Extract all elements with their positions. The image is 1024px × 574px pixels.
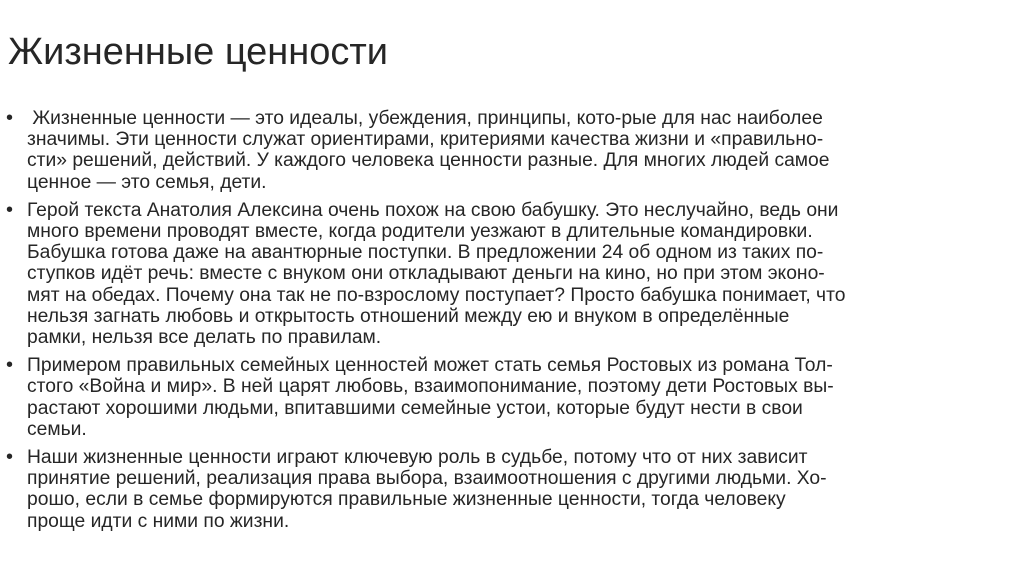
bullet-item-3 bbox=[0, 355, 1010, 440]
slide-title: Жизненные ценности bbox=[8, 31, 389, 73]
text-line: Жизненные ценности — это идеалы, убеждения, принципы, кото-рые для нас наиболее bbox=[27, 108, 823, 129]
bullet-text-2 bbox=[27, 200, 1010, 348]
text-line: значимы. Эти ценности служат ориентирами, критериями качества жизни и «правильно- bbox=[27, 129, 824, 151]
text-line: сти» решений, действий. У каждого человека ценности разные. Для многих людей самое bbox=[27, 150, 830, 172]
text-line: нельзя загнать любовь и открытость отношений между ею и внуком в определённые bbox=[27, 305, 790, 327]
text-line: семьи. bbox=[27, 418, 87, 440]
text-line: проще идти с ними по жизни. bbox=[27, 510, 290, 532]
bullet-text-4 bbox=[27, 447, 1010, 532]
text-line: принятие решений, реализация права выбора, взаимоотношения с другими людьми. Хо- bbox=[27, 468, 827, 490]
bullet-item-2 bbox=[0, 200, 1010, 348]
bullet-text-1 bbox=[27, 108, 1010, 193]
text-line: Бабушка готова даже на авантюрные поступки. В предложении 24 об одном из таких по- bbox=[27, 242, 824, 264]
bullet-text-3 bbox=[27, 355, 1010, 440]
text-line: мят на обедах. Почему она так не по-взрослому поступает? Просто бабушка понимает, что bbox=[27, 284, 846, 306]
text-line: Примером правильных семейных ценностей может стать семья Ростовых из романа Тол- bbox=[27, 355, 833, 377]
text-line: ступков идёт речь: вместе с внуком они откладывают деньги на кино, но при этом эконо- bbox=[27, 263, 825, 285]
text-line: ценное — это семья, дети. bbox=[27, 171, 267, 193]
bullet-list bbox=[0, 108, 1010, 539]
text-line: рошо, если в семье формируются правильные жизненные ценности, тогда человеку bbox=[27, 489, 786, 511]
text-line: растают хорошими людьми, впитавшими семейные устои, которые будут нести в свои bbox=[27, 397, 803, 419]
text-line: Наши жизненные ценности играют ключевую роль в судьбе, потому что от них зависит bbox=[27, 447, 808, 469]
text-line: рамки, нельзя все делать по правилам. bbox=[27, 327, 382, 349]
text-line: стого «Война и мир». В ней царят любовь, взаимопонимание, поэтому дети Ростовых вы- bbox=[27, 376, 834, 398]
bullet-dot-icon: • bbox=[6, 446, 14, 469]
text-line: много времени проводят вместе, когда родители уезжают в длительные командировки. bbox=[27, 221, 813, 243]
bullet-dot-icon: • bbox=[6, 198, 14, 221]
bullet-dot-icon: • bbox=[6, 107, 14, 129]
bullet-item-1 bbox=[0, 108, 1010, 193]
text-line: Герой текста Анатолия Алексина очень похож на свою бабушку. Это неслучайно, ведь они bbox=[27, 199, 839, 221]
bullet-dot-icon: • bbox=[6, 354, 14, 377]
bullet-item-4 bbox=[0, 447, 1010, 532]
